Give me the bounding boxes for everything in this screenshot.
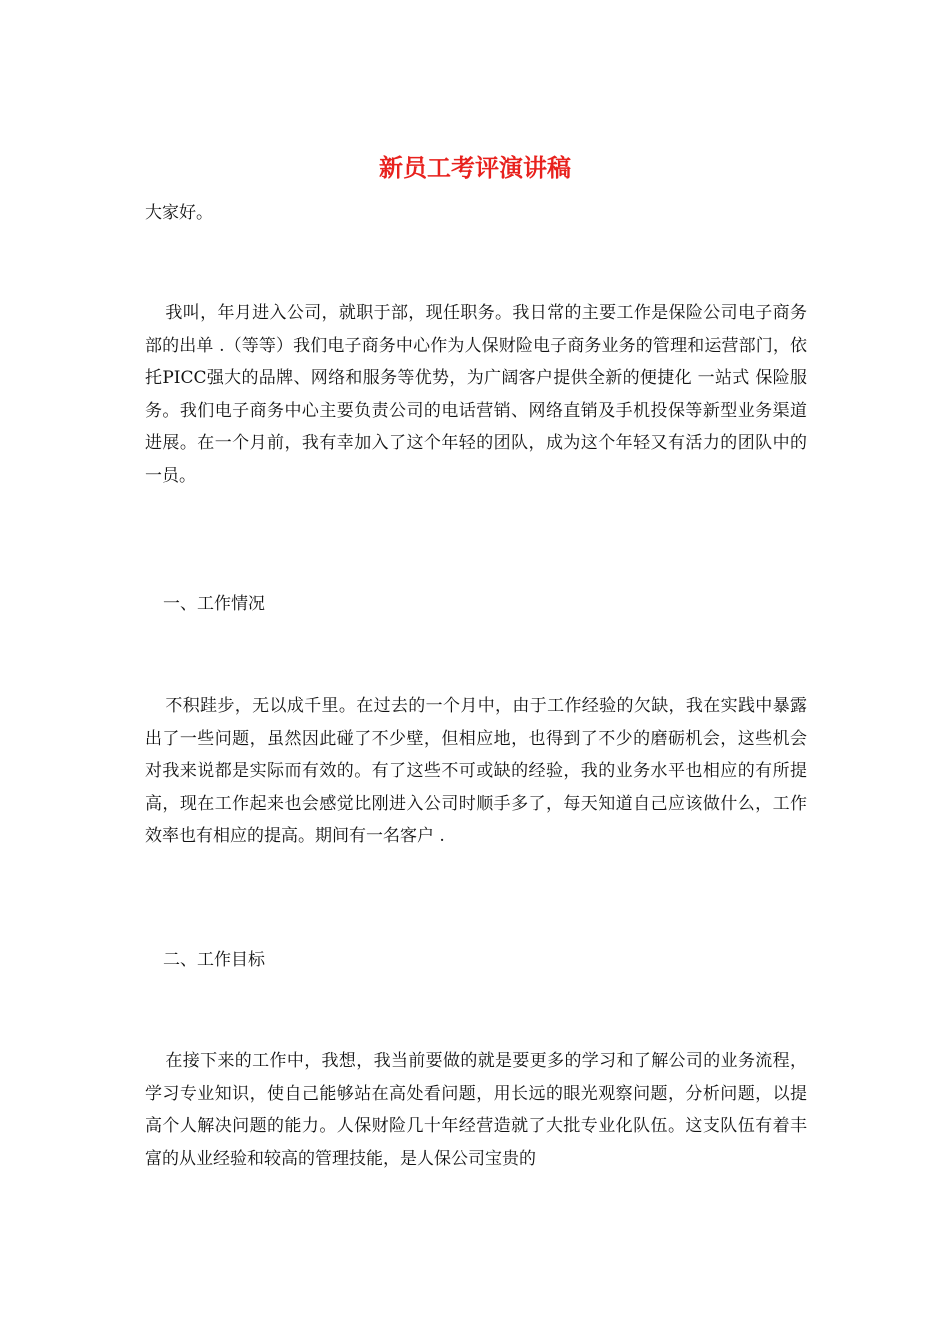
section-heading-work-goals: 二、工作目标 bbox=[163, 950, 265, 970]
section-heading-work-status: 一、工作情况 bbox=[163, 594, 265, 614]
paragraph-work-goals: 在接下来的工作中，我想，我当前要做的就是要更多的学习和了解公司的业务流程，学习专业知识，使自己能够站在高处看问题，用长远的眼光观察问题，分析问题，以提高个人解决问题的能力。人保财险几十年经营造就了大批专业化队伍。这支队伍有着丰富的从业经验和较高的管理技能，是人保公司宝贵的 bbox=[145, 1051, 807, 1169]
greeting-text: 大家好。 bbox=[145, 203, 213, 223]
document-title: 新员工考评演讲稿 bbox=[379, 153, 571, 182]
paragraph-introduction: 我叫，年月进入公司，就职于部，现任职务。我日常的主要工作是保险公司电子商务部的出单 .（等等）我们电子商务中心作为人保财险电子商务业务的管理和运营部门，依托PICC强大的品牌、网络和服务等优势，为广阔客户提供全新的便捷化 一站式 保险服务。我们电子商务中心主要负责公司的电话营销、网络直销及手机投保等新型业务渠道进展。在一个月前，我有幸加入了这个年轻的团队，成为这个年轻又有活力的团队中的一员。 bbox=[145, 303, 807, 486]
paragraph-work-status: 不积跬步，无以成千里。在过去的一个月中，由于工作经验的欠缺，我在实践中暴露出了一些问题，虽然因此碰了不少壁，但相应地，也得到了不少的磨砺机会，这些机会对我来说都是实际而有效的。有了这些不可或缺的经验，我的业务水平也相应的有所提高，现在工作起来也会感觉比刚进入公司时顺手多了，每天知道自己应该做什么，工作效率也有相应的提高。期间有一名客户 . bbox=[145, 696, 807, 846]
